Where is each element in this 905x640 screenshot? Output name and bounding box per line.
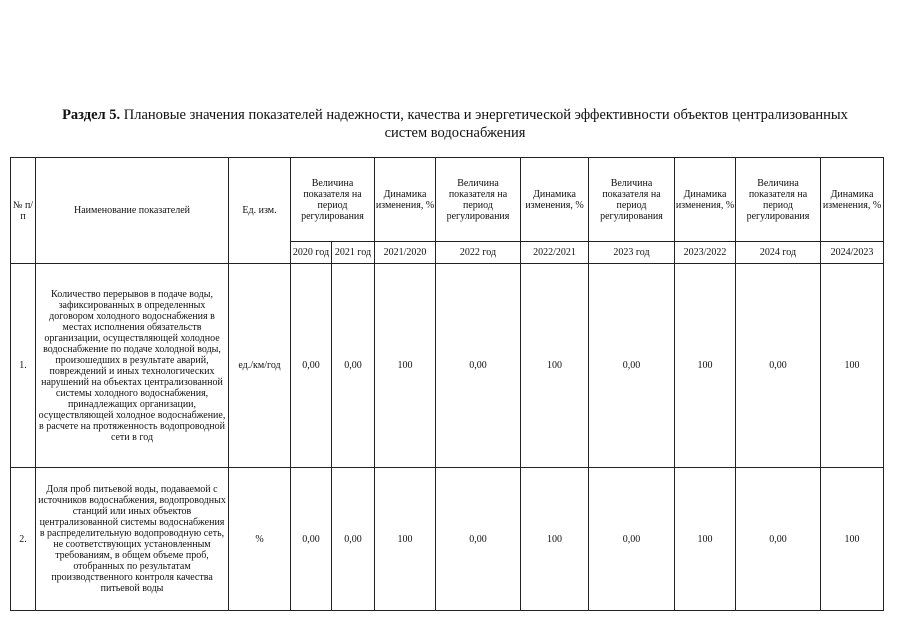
indicator-name: Доля проб питьевой воды, подаваемой с источников водоснабжения, водопроводных станций или иных объектов централизованной системы водоснабжения в распределительную водопроводную сеть, не соответствующих установленным требованиям, в общем объеме проб, отобранных по результатам производственного контроля качества питьевой воды bbox=[36, 468, 229, 611]
dynamics-2023-2022: 100 bbox=[675, 468, 736, 611]
header-year-2023: 2023 год bbox=[589, 242, 675, 264]
dynamics-2022-2021: 100 bbox=[521, 264, 589, 468]
header-ratio-2023-2022: 2023/2022 bbox=[675, 242, 736, 264]
value-2020: 0,00 bbox=[291, 468, 332, 611]
header-ratio-2021-2020: 2021/2020 bbox=[375, 242, 436, 264]
dynamics-2022-2021: 100 bbox=[521, 468, 589, 611]
page-title bbox=[30, 106, 880, 142]
indicator-unit: % bbox=[229, 468, 291, 611]
header-year-2024: 2024 год bbox=[736, 242, 821, 264]
dynamics-2023-2022: 100 bbox=[675, 264, 736, 468]
value-2021: 0,00 bbox=[332, 468, 375, 611]
header-dynamics-2021: Динамика изменения, % bbox=[375, 158, 436, 242]
header-unit: Ед. изм. bbox=[229, 158, 291, 264]
dynamics-2024-2023: 100 bbox=[821, 264, 884, 468]
header-ratio-2024-2023: 2024/2023 bbox=[821, 242, 884, 264]
header-name: Наименование показателей bbox=[36, 158, 229, 264]
title-line-1: Плановые значения показателей надежности, качества и энергетической эффективности объектов централизованных bbox=[123, 107, 848, 123]
indicators-table bbox=[10, 157, 884, 611]
title-line-2: систем водоснабжения bbox=[384, 125, 526, 141]
section-number: Раздел 5. bbox=[62, 107, 121, 123]
row-number: 1. bbox=[11, 264, 36, 468]
header-period-2022: Величина показателя на период регулирования bbox=[436, 158, 521, 242]
indicator-name: Количество перерывов в подаче воды, зафиксированных в определенных договором холодного водоснабжения в местах исполнения обязательств организации, осуществляющей холодное водоснабжение по подаче холодной воды, произошедших в результате аварий, повреждений и иных технологических нарушений на объектах централизованной системы холодного водоснабжения, принадлежащих организации, осуществляющей холодное водоснабжение, в расчете на протяженность водопроводной сети в год bbox=[36, 264, 229, 468]
header-period-2020-2021: Величина показателя на период регулирования bbox=[291, 158, 375, 242]
header-row bbox=[11, 158, 884, 242]
value-2023: 0,00 bbox=[589, 468, 675, 611]
indicator-unit: ед./км/год bbox=[229, 264, 291, 468]
dynamics-2024-2023: 100 bbox=[821, 468, 884, 611]
table-row bbox=[11, 468, 884, 611]
header-dynamics-2022: Динамика изменения, % bbox=[521, 158, 589, 242]
value-2022: 0,00 bbox=[436, 264, 521, 468]
header-year-2021: 2021 год bbox=[332, 242, 375, 264]
header-period-2024: Величина показателя на период регулирования bbox=[736, 158, 821, 242]
value-2021: 0,00 bbox=[332, 264, 375, 468]
value-2024: 0,00 bbox=[736, 264, 821, 468]
header-dynamics-2023: Динамика изменения, % bbox=[675, 158, 736, 242]
table-row bbox=[11, 264, 884, 468]
header-ratio-2022-2021: 2022/2021 bbox=[521, 242, 589, 264]
row-number: 2. bbox=[11, 468, 36, 611]
value-2020: 0,00 bbox=[291, 264, 332, 468]
dynamics-2021-2020: 100 bbox=[375, 468, 436, 611]
value-2024: 0,00 bbox=[736, 468, 821, 611]
header-year-2022: 2022 год bbox=[436, 242, 521, 264]
header-dynamics-2024: Динамика изменения, % bbox=[821, 158, 884, 242]
dynamics-2021-2020: 100 bbox=[375, 264, 436, 468]
header-year-2020: 2020 год bbox=[291, 242, 332, 264]
value-2023: 0,00 bbox=[589, 264, 675, 468]
header-period-2023: Величина показателя на период регулирования bbox=[589, 158, 675, 242]
value-2022: 0,00 bbox=[436, 468, 521, 611]
header-num: № п/п bbox=[11, 158, 36, 264]
